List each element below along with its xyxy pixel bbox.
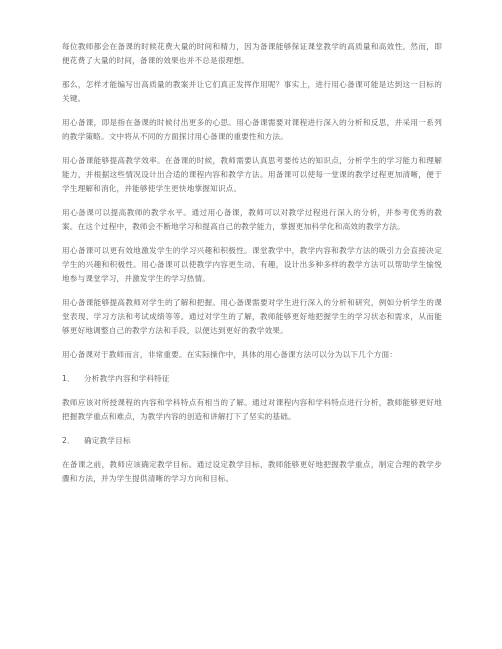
paragraph-teacher-level: 用心备课可以提高教师的教学水平。通过用心备课，教师可以对教学过程进行深入的分析，并参考优秀的教案。在这个过程中，教师会不断地学习和提高自己的教学能力，掌握更加科学化和高效的教学方法。 xyxy=(62,208,442,231)
paragraph-definition: 用心备课，即是指在备课的时候付出更多的心思。用心备课需要对课程进行深入的分析和反思，并采用一系列的教学策略。文中将从不同的方面探讨用心备课的重要性和方法。 xyxy=(62,118,442,141)
section-heading-1 xyxy=(62,372,442,386)
paragraph-student-understanding: 用心备课能够提高教师对学生的了解和把握。用心备课需要对学生进行深入的分析和研究，例如分析学生的课堂表现、学习方法和考试成绩等等。通过对学生的了解，教师能够更好地把握学生的学习状态和需求，从而能够更好地调整自己的教学方法和手段，以便达到更好的教学效果。 xyxy=(62,298,442,335)
paragraph-question: 那么，怎样才能编写出高质量的教案并让它们真正发挥作用呢？事实上，进行用心备课可能是达到这一目标的关键。 xyxy=(62,80,442,103)
section-body-2: 在备课之前，教师应该确定教学目标。通过设定教学目标，教师能够更好地把握教学重点，制定合理的教学步骤和方法，并为学生提供清晰的学习方向和目标。 xyxy=(62,460,442,483)
paragraph-methods-intro: 用心备课对于教师而言，非常重要。在实际操作中，具体的用心备课方法可以分为以下几个方面： xyxy=(62,350,398,359)
paragraph-efficiency: 用心备课能够提高教学效率。在备课的时候，教师需要认真思考要传达的知识点，分析学生的学习能力和理解能力，并根据这些情况设计出合适的课程内容和教学方法。用备课可以使每一堂课的教学过程更加清晰，便于学生理解和消化，并能够使学生更快地掌握知识点。 xyxy=(62,156,442,193)
paragraph-student-interest: 用心备课可以更有效地激发学生的学习兴趣和积极性。课堂教学中，教学内容和教学方法的吸引力会直接决定学生的兴趣和积极性。用心备课可以使教学内容更生动、有趣，设计出多种多样的教学方法可以帮助学生愉悦地参与课堂学习，并激发学生的学习热情。 xyxy=(62,246,442,283)
section-number-1: 1． xyxy=(62,374,75,383)
section-body-1: 教师应该对所授课程的内容和学科特点有相当的了解。通过对课程内容和学科特点进行分析，教师能够更好地把握教学重点和难点，为教学内容的创造和讲解打下了坚实的基础。 xyxy=(62,398,442,421)
section-number-2: 2． xyxy=(62,436,75,445)
section-title-2: 确定教学目标 xyxy=(84,436,131,445)
document-body xyxy=(62,40,442,496)
section-title-1: 分析教学内容和学科特征 xyxy=(84,374,170,383)
paragraph-intro: 每位教师都会在备课的时候花费大量的时间和精力，因为备课能够保证课堂教学的高质量和高效性。然而，即便花费了大量的时间，备课的效果也并不总是很理想。 xyxy=(62,42,442,65)
section-heading-2 xyxy=(62,434,442,448)
